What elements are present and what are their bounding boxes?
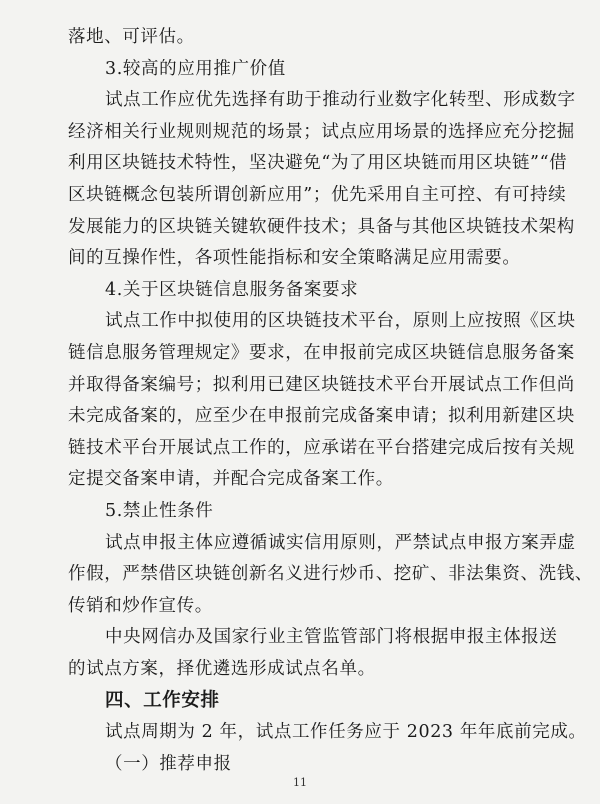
text-line-3: 试点工作应优先选择有助于推动行业数字化转型、形成数字 [105, 90, 576, 111]
subheading-3-promotion-value: 3.较高的应用推广价值 [105, 58, 286, 79]
subheading-recommend-application: （一）推荐申报 [105, 753, 232, 774]
text-line-5: 利用区块链技术特性，坚决避免“为了用区块链而用区块链”“借 [68, 153, 568, 174]
text-line-14: 链技术平台开展试点工作的，应承诺在平台搭建完成后按有关规 [68, 437, 575, 458]
text-line-18: 作假，严禁借区块链创新名义进行炒币、挖矿、非法集资、洗钱、 [68, 564, 593, 585]
page-number: 11 [293, 776, 307, 789]
text-line-1: 落地、可评估。 [68, 27, 195, 47]
text-line-23: 试点周期为 2 年，试点工作任务应于 2023 年年底前完成。 [105, 722, 587, 743]
subheading-5-prohibited-conditions: 5.禁止性条件 [105, 500, 214, 521]
subheading-4-filing-requirements: 4.关于区块链信息服务备案要求 [105, 279, 359, 300]
text-line-19: 传销和炒作宣传。 [68, 595, 213, 616]
text-line-7: 发展能力的区块链关键软硬件技术；具备与其他区块链技术架构 [68, 216, 575, 237]
text-line-17: 试点申报主体应遵循诚实信用原则，严禁试点申报方案弄虚 [105, 532, 576, 553]
text-line-15: 定提交备案申请，并配合完成备案工作。 [68, 469, 394, 490]
text-line-6: 区块链概念包装所谓创新应用”；优先采用自主可控、有可持续 [68, 184, 567, 205]
text-line-12: 并取得备案编号；拟利用已建区块链技术平台开展试点工作但尚 [68, 374, 575, 395]
text-line-21: 的试点方案，择优遴选形成试点名单。 [68, 658, 376, 679]
text-line-10: 试点工作中拟使用的区块链技术平台，原则上应按照《区块 [105, 311, 576, 332]
text-line-13: 未完成备案的，应至少在申报前完成备案申请；拟利用新建区块 [68, 406, 575, 427]
text-line-8: 间的互操作性，各项性能指标和安全策略满足应用需要。 [68, 248, 521, 269]
text-line-4: 经济相关行业规则规范的场景；试点应用场景的选择应充分挖掘 [68, 121, 575, 142]
text-line-11: 链信息服务管理规定》要求，在申报前完成区块链信息服务备案 [68, 342, 575, 363]
text-line-20: 中央网信办及国家行业主管监管部门将根据申报主体报送 [105, 627, 558, 648]
section-heading-work-arrangement: 四、工作安排 [105, 690, 220, 712]
